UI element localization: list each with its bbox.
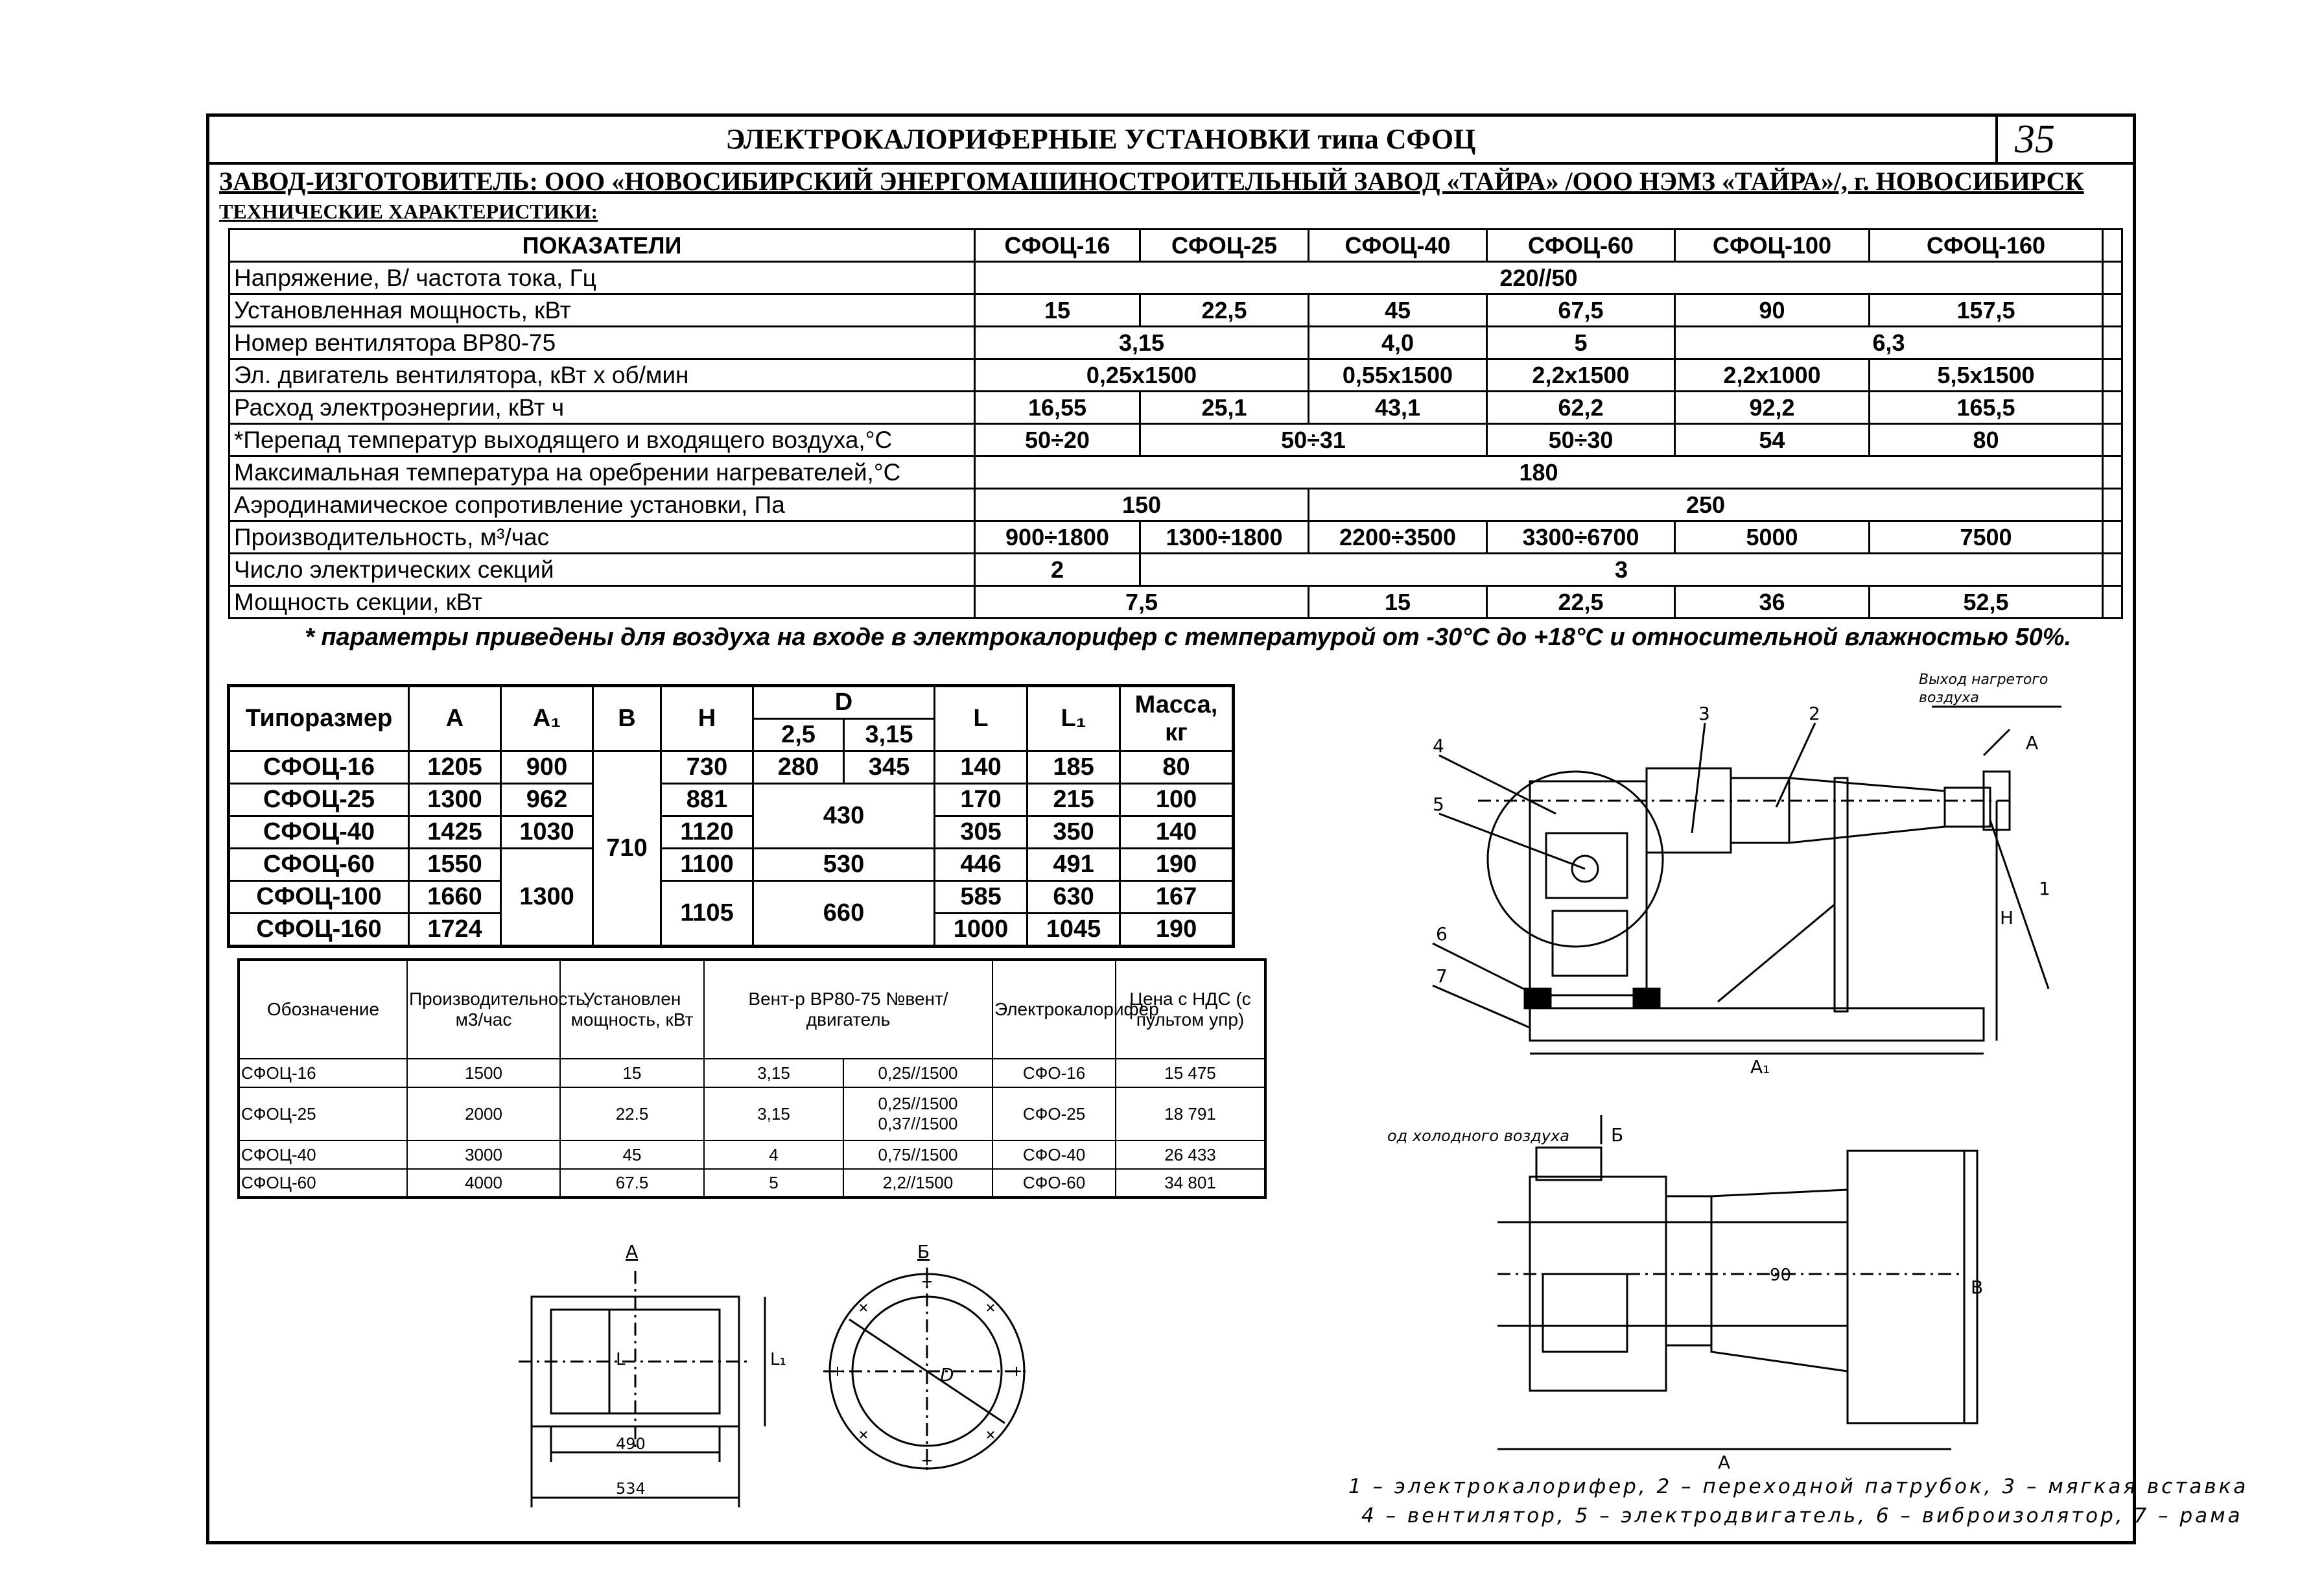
callout-4: 4 <box>1433 735 1444 757</box>
spec-label: *Перепад температур выходящего и входящего воздуха,°C <box>229 424 975 456</box>
price-row <box>239 1140 1265 1169</box>
price-row <box>239 1169 1265 1198</box>
dims-header: Масса, кг <box>1120 686 1234 751</box>
section-a-drawing <box>519 1232 804 1537</box>
dims-cell: 1300 <box>501 849 593 947</box>
price-header: Обозначение <box>239 960 407 1059</box>
spec-cell: 52,5 <box>1870 586 2103 619</box>
spec-cell: 3 <box>1140 554 2103 586</box>
spec-row <box>229 294 2122 327</box>
support-post <box>1835 778 1848 1011</box>
spec-header-cell: СФОЦ-60 <box>1487 230 1675 262</box>
dims-cell: СФОЦ-25 <box>229 784 409 816</box>
dims-cell: 1550 <box>409 849 501 881</box>
leader-line <box>1433 985 1530 1028</box>
price-cell <box>843 1087 992 1140</box>
spec-header-cell: СФОЦ-16 <box>975 230 1140 262</box>
transition-pipe <box>1789 778 1945 843</box>
spec-row <box>229 327 2122 359</box>
dims-cell: 185 <box>1027 751 1120 784</box>
dim-label: L₁ <box>770 1350 786 1369</box>
spec-cell: 36 <box>1675 586 1870 619</box>
dims-cell: 430 <box>753 784 935 849</box>
dims-cell: 730 <box>661 751 753 784</box>
dims-cell: 140 <box>1120 816 1234 849</box>
spec-footnote: * параметры приведены для воздуха на входе в электрокалорифер с температурой от -30°C до +18°C и относительной влажностью 50%. <box>305 624 2072 651</box>
price-cell: СФО-16 <box>992 1059 1116 1087</box>
dims-cell: 710 <box>593 751 661 947</box>
spec-header-cell: СФОЦ-25 <box>1140 230 1309 262</box>
spec-label: Установленная мощность, кВт <box>229 294 975 327</box>
spec-cell: 157,5 <box>1870 294 2103 327</box>
callout-3: 3 <box>1698 703 1710 724</box>
price-cell: СФОЦ-40 <box>239 1140 407 1169</box>
dims-cell: 1660 <box>409 881 501 914</box>
dim-label: 534 <box>616 1480 646 1498</box>
leader-line <box>1990 820 2048 989</box>
support-brace <box>1718 904 1835 1002</box>
leader-line <box>1439 814 1585 869</box>
leader-line <box>1439 755 1556 814</box>
dims-cell: 1724 <box>409 914 501 947</box>
price-cell: 3,15 <box>704 1059 843 1087</box>
dims-cell: 190 <box>1120 914 1234 947</box>
spec-row <box>229 392 2122 424</box>
spec-header-cell: СФОЦ-40 <box>1309 230 1487 262</box>
soft-insert-top <box>1666 1196 1711 1345</box>
spec-cell: 43,1 <box>1309 392 1487 424</box>
vibration-isolator <box>1634 989 1660 1008</box>
dims-cell: 446 <box>935 849 1027 881</box>
spec-label: Номер вентилятора ВР80-75 <box>229 327 975 359</box>
legend-line-2: 4 – вентилятор, 5 – электродвигатель, 6 – виброизолятор, 7 – рама <box>1361 1504 2243 1528</box>
price-cell: 22.5 <box>560 1087 704 1140</box>
section-label: А <box>626 1241 639 1262</box>
motor-base <box>1553 911 1627 976</box>
spec-spacer <box>2103 392 2122 424</box>
motor <box>1546 833 1627 898</box>
dims-cell: 170 <box>935 784 1027 816</box>
spec-cell: 25,1 <box>1140 392 1309 424</box>
spec-cell: 6,3 <box>1675 327 2103 359</box>
dims-cell: 491 <box>1027 849 1120 881</box>
callout-5: 5 <box>1433 794 1444 815</box>
spec-header-cell: ПОКАЗАТЕЛИ <box>229 230 975 262</box>
spec-cell: 150 <box>975 489 1309 521</box>
spec-cell: 2 <box>975 554 1140 586</box>
spec-spacer <box>2103 586 2122 619</box>
page-title: ЭЛЕКТРОКАЛОРИФЕРНЫЕ УСТАНОВКИ типа СФОЦ <box>725 123 1476 155</box>
dims-cell: 345 <box>844 751 935 784</box>
spec-spacer <box>2103 554 2122 586</box>
spec-label: Расход электроэнергии, кВт ч <box>229 392 975 424</box>
dims-cell: 962 <box>501 784 593 816</box>
dims-cell: 1300 <box>409 784 501 816</box>
dims-header: A <box>409 686 501 751</box>
dims-cell: СФОЦ-100 <box>229 881 409 914</box>
spec-header-cell: СФОЦ-100 <box>1675 230 1870 262</box>
price-cell: 5 <box>704 1169 843 1198</box>
spec-label: Эл. двигатель вентилятора, кВт х об/мин <box>229 359 975 392</box>
spec-row <box>229 456 2122 489</box>
dims-header-row <box>229 686 1234 719</box>
heater-top <box>1848 1151 1977 1423</box>
spec-cell: 22,5 <box>1487 586 1675 619</box>
dims-header: 3,15 <box>844 719 935 751</box>
outlet-duct <box>1647 768 1731 853</box>
spec-cell: 165,5 <box>1870 392 2103 424</box>
dimensions-table <box>227 684 1235 948</box>
dims-header: B <box>593 686 661 751</box>
price-row <box>239 1087 1265 1140</box>
spec-label: Аэродинамическое сопротивление установки, Па <box>229 489 975 521</box>
spec-cell: 2200÷3500 <box>1309 521 1487 554</box>
dims-row <box>229 784 1234 816</box>
dims-cell: 100 <box>1120 784 1234 816</box>
leader-line <box>1776 723 1815 807</box>
price-cell-line: 0,25//1500 <box>878 1094 958 1113</box>
spec-cell: 180 <box>975 456 2103 489</box>
dims-row <box>229 816 1234 849</box>
spec-cell: 5,5х1500 <box>1870 359 2103 392</box>
price-header-row <box>239 960 1265 1059</box>
dims-cell: 305 <box>935 816 1027 849</box>
spec-cell: 3300÷6700 <box>1487 521 1675 554</box>
dims-cell: 350 <box>1027 816 1120 849</box>
dims-cell: 190 <box>1120 849 1234 881</box>
dim-label: L <box>616 1350 626 1369</box>
spec-cell: 22,5 <box>1140 294 1309 327</box>
cold-air-inlet <box>1536 1148 1601 1180</box>
spec-spacer <box>2103 262 2122 294</box>
leader-line <box>1433 943 1536 995</box>
dims-row <box>229 881 1234 914</box>
spec-cell: 250 <box>1309 489 2103 521</box>
dims-cell: 1105 <box>661 881 753 947</box>
outlet-label: Выход нагретого <box>1919 672 2048 688</box>
price-cell: СФО-25 <box>992 1087 1116 1140</box>
spec-cell: 3,15 <box>975 327 1309 359</box>
fan-body-top <box>1530 1177 1666 1391</box>
dims-header: L₁ <box>1027 686 1120 751</box>
spec-cell: 16,55 <box>975 392 1140 424</box>
price-cell: 0,25//1500 <box>843 1059 992 1087</box>
page-number: 35 <box>2015 117 2055 161</box>
spec-cell: 5000 <box>1675 521 1870 554</box>
inlet-label: од холодного воздуха <box>1387 1127 1570 1145</box>
price-cell: 0,75//1500 <box>843 1140 992 1169</box>
price-cell: 3,15 <box>704 1087 843 1140</box>
dims-header: Типоразмер <box>229 686 409 751</box>
side-view-drawing <box>1413 665 2061 1092</box>
spec-cell: 15 <box>975 294 1140 327</box>
spec-cell: 7,5 <box>975 586 1309 619</box>
spec-label: Число электрических секций <box>229 554 975 586</box>
price-header: Электрокалорифер <box>992 960 1116 1059</box>
dim-label-h: H <box>2000 907 2014 928</box>
dims-row <box>229 751 1234 784</box>
spec-cell: 5 <box>1487 327 1675 359</box>
price-cell: 67.5 <box>560 1169 704 1198</box>
dims-row <box>229 849 1234 881</box>
spec-cell: 2,2х1500 <box>1487 359 1675 392</box>
dims-cell: 881 <box>661 784 753 816</box>
dims-cell: СФОЦ-160 <box>229 914 409 947</box>
legend-line-1: 1 – электрокалорифер, 2 – переходной патрубок, 3 – мягкая вставка <box>1348 1475 2249 1498</box>
dims-cell: 1425 <box>409 816 501 849</box>
dims-cell: СФОЦ-16 <box>229 751 409 784</box>
dims-cell: 660 <box>753 881 935 947</box>
dim-label-90: 90 <box>1770 1266 1792 1285</box>
section-b-drawing <box>810 1232 1044 1491</box>
spec-spacer <box>2103 489 2122 521</box>
dims-cell: 900 <box>501 751 593 784</box>
callout-7: 7 <box>1436 965 1448 987</box>
spec-cell: 67,5 <box>1487 294 1675 327</box>
dim-label-a: A <box>1718 1452 1731 1473</box>
section-label: Б <box>917 1241 930 1262</box>
price-cell: 18 791 <box>1116 1087 1265 1140</box>
price-cell-line: 0,37//1500 <box>878 1114 958 1133</box>
spec-cell: 45 <box>1309 294 1487 327</box>
header-divider <box>206 162 2136 165</box>
view-label-a: A <box>2026 732 2039 753</box>
fan-body <box>1530 781 1647 995</box>
price-header: Цена с НДС (с пультом упр) <box>1116 960 1265 1059</box>
frame-base <box>1530 1008 1984 1041</box>
spec-spacer <box>2103 230 2122 262</box>
price-cell: 3000 <box>407 1140 560 1169</box>
section-arrow <box>1984 729 2010 755</box>
spec-cell: 220//50 <box>975 262 2103 294</box>
spec-table <box>228 228 2123 619</box>
dims-cell: 1045 <box>1027 914 1120 947</box>
price-header: Производительность, м3/час <box>407 960 560 1059</box>
dims-cell: 280 <box>753 751 844 784</box>
price-cell: 45 <box>560 1140 704 1169</box>
spec-cell: 7500 <box>1870 521 2103 554</box>
price-cell: 34 801 <box>1116 1169 1265 1198</box>
spec-cell: 92,2 <box>1675 392 1870 424</box>
spec-row <box>229 586 2122 619</box>
price-cell: 15 <box>560 1059 704 1087</box>
price-table <box>237 958 1267 1199</box>
callout-2: 2 <box>1809 703 1820 724</box>
dim-label: 490 <box>616 1435 646 1453</box>
dims-header: 2,5 <box>753 719 844 751</box>
dims-cell: СФОЦ-60 <box>229 849 409 881</box>
spec-cell: 50÷30 <box>1487 424 1675 456</box>
view-label-b: Б <box>1611 1124 1624 1146</box>
spec-label: Производительность, м³/час <box>229 521 975 554</box>
price-cell: 26 433 <box>1116 1140 1265 1169</box>
dim-label-b: B <box>1971 1277 1984 1298</box>
dims-cell: СФОЦ-40 <box>229 816 409 849</box>
dims-cell: 585 <box>935 881 1027 914</box>
spec-spacer <box>2103 456 2122 489</box>
spec-spacer <box>2103 521 2122 554</box>
manufacturer-line: ЗАВОД-ИЗГОТОВИТЕЛЬ: ООО «НОВОСИБИРСКИЙ ЭНЕРГОМАШИНОСТРОИТЕЛЬНЫЙ ЗАВОД «ТАЙРА» /ООО НЭМЗ «ТАЙРА»/, г. НОВОСИБИРСК <box>219 167 2084 196</box>
price-cell: СФОЦ-60 <box>239 1169 407 1198</box>
spec-header-row <box>229 230 2122 262</box>
spec-cell: 0,25х1500 <box>975 359 1309 392</box>
dims-cell: 215 <box>1027 784 1120 816</box>
dims-cell: 80 <box>1120 751 1234 784</box>
spec-spacer <box>2103 359 2122 392</box>
top-view-drawing <box>1381 1112 1984 1475</box>
spec-cell: 54 <box>1675 424 1870 456</box>
soft-insert <box>1731 778 1789 843</box>
price-cell: СФОЦ-25 <box>239 1087 407 1140</box>
spec-spacer <box>2103 294 2122 327</box>
spec-cell: 4,0 <box>1309 327 1487 359</box>
price-cell: 2000 <box>407 1087 560 1140</box>
dims-cell: 167 <box>1120 881 1234 914</box>
spec-cell: 50÷31 <box>1140 424 1487 456</box>
price-cell: СФОЦ-16 <box>239 1059 407 1087</box>
callout-6: 6 <box>1436 923 1448 945</box>
spec-cell: 900÷1800 <box>975 521 1140 554</box>
callout-1: 1 <box>2039 878 2050 899</box>
dims-header: L <box>935 686 1027 751</box>
spec-row <box>229 262 2122 294</box>
spec-cell: 0,55х1500 <box>1309 359 1487 392</box>
spec-row <box>229 521 2122 554</box>
spec-label: Напряжение, В/ частота тока, Гц <box>229 262 975 294</box>
spec-cell: 1300÷1800 <box>1140 521 1309 554</box>
dims-cell: 1000 <box>935 914 1027 947</box>
spec-cell: 62,2 <box>1487 392 1675 424</box>
price-cell: 2,2//1500 <box>843 1169 992 1198</box>
price-cell: 4 <box>704 1140 843 1169</box>
spec-label: Мощность секции, кВт <box>229 586 975 619</box>
spec-label: Максимальная температура на оребрении нагревателей,°C <box>229 456 975 489</box>
dim-label-a1: A₁ <box>1750 1056 1770 1078</box>
spec-cell: 50÷20 <box>975 424 1140 456</box>
dim-label: D <box>940 1364 954 1386</box>
dims-cell: 140 <box>935 751 1027 784</box>
dims-cell: 530 <box>753 849 935 881</box>
spec-header-cell: СФОЦ-160 <box>1870 230 2103 262</box>
spec-cell: 15 <box>1309 586 1487 619</box>
dims-header: D <box>753 686 935 719</box>
dims-cell: 1120 <box>661 816 753 849</box>
dims-cell: 630 <box>1027 881 1120 914</box>
spec-row <box>229 489 2122 521</box>
tech-heading: ТЕХНИЧЕСКИЕ ХАРАКТЕРИСТИКИ: <box>219 200 598 223</box>
spec-cell: 2,2х1000 <box>1675 359 1870 392</box>
dims-header: A₁ <box>501 686 593 751</box>
dims-cell: 1205 <box>409 751 501 784</box>
spec-row <box>229 554 2122 586</box>
outlet-label: воздуха <box>1919 690 1979 706</box>
price-cell: 4000 <box>407 1169 560 1198</box>
spec-spacer <box>2103 424 2122 456</box>
dims-cell: 1030 <box>501 816 593 849</box>
price-header: Вент-р ВР80-75 №вент/ двигатель <box>704 960 992 1059</box>
price-cell: СФО-60 <box>992 1169 1116 1198</box>
price-row <box>239 1059 1265 1087</box>
dims-header: H <box>661 686 753 751</box>
spec-spacer <box>2103 327 2122 359</box>
price-header: Установлен мощность, кВт <box>560 960 704 1059</box>
spec-row <box>229 424 2122 456</box>
price-cell: СФО-40 <box>992 1140 1116 1169</box>
leader-line <box>1692 723 1705 833</box>
spec-cell: 80 <box>1870 424 2103 456</box>
spec-cell: 90 <box>1675 294 1870 327</box>
spec-row <box>229 359 2122 392</box>
dims-cell: 1100 <box>661 849 753 881</box>
motor-top <box>1543 1274 1627 1352</box>
price-cell: 15 475 <box>1116 1059 1265 1087</box>
price-cell: 1500 <box>407 1059 560 1087</box>
